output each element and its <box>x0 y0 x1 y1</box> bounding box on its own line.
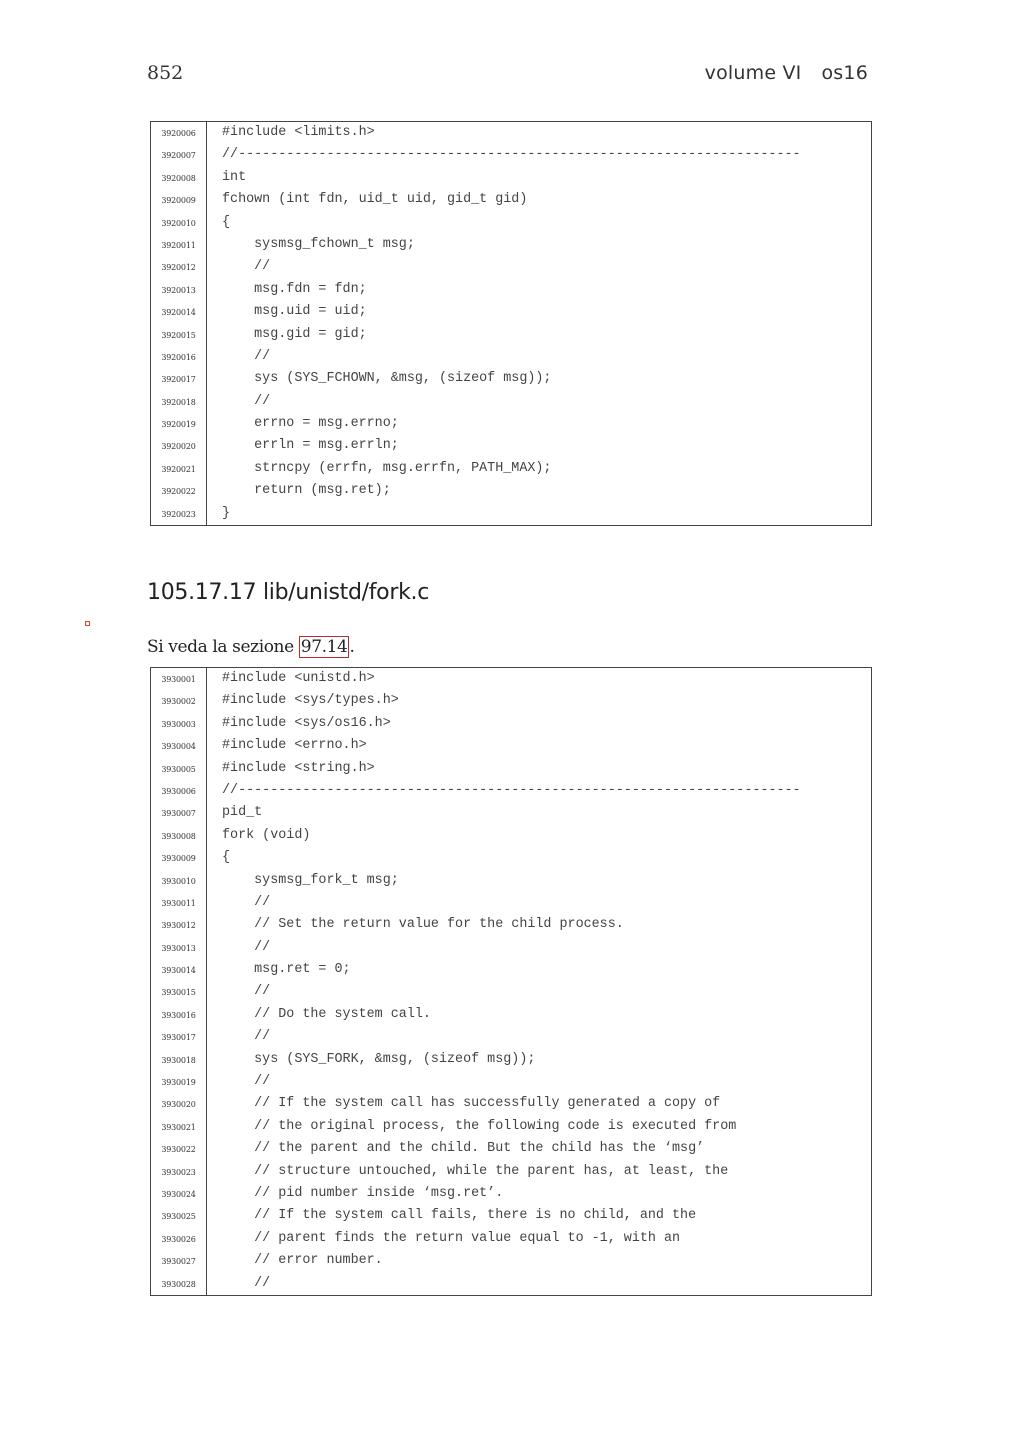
code-text: } <box>222 505 231 521</box>
code-listing-fchown <box>150 121 872 526</box>
code-text: #include <limits.h> <box>222 125 375 140</box>
code-text: msg.ret = 0; <box>222 962 351 978</box>
code-text: // Do the system call. <box>222 1006 431 1022</box>
code-text: #include <string.h> <box>222 760 375 776</box>
code-text: msg.fdn = fdn; <box>222 281 367 297</box>
code-line <box>151 1026 871 1048</box>
code-line <box>151 847 871 869</box>
line-number: 3930004 <box>161 742 196 752</box>
code-text: sys (SYS_FORK, &msg, (sizeof msg)); <box>222 1051 536 1067</box>
line-number: 3930022 <box>161 1145 196 1155</box>
code-line <box>151 1116 871 1138</box>
line-number: 3920018 <box>161 397 196 407</box>
line-number: 3930025 <box>161 1212 196 1222</box>
code-line <box>151 458 871 480</box>
intro-end: . <box>349 637 355 657</box>
code-line <box>151 1161 871 1183</box>
code-text: return (msg.ret); <box>222 483 391 499</box>
line-number: 3930003 <box>161 719 196 729</box>
code-line <box>151 1228 871 1250</box>
code-line <box>151 1049 871 1071</box>
line-number: 3930011 <box>161 898 196 908</box>
code-line <box>151 914 871 936</box>
running-head <box>705 62 868 84</box>
code-line <box>151 1250 871 1272</box>
line-number: 3920008 <box>161 173 196 183</box>
line-number: 3920011 <box>161 240 196 250</box>
code-text: // <box>222 984 271 1000</box>
code-line <box>151 825 871 847</box>
code-text: // structure untouched, while the parent has, at least, the <box>222 1163 729 1179</box>
code-text: // error number. <box>222 1253 383 1269</box>
code-text: sysmsg_fork_t msg; <box>222 872 399 888</box>
code-line <box>151 279 871 301</box>
code-text: { <box>222 214 231 230</box>
line-number: 3930019 <box>161 1078 196 1088</box>
code-line <box>151 234 871 256</box>
code-text: errno = msg.errno; <box>222 416 399 432</box>
code-text: // <box>222 393 271 409</box>
code-line <box>151 144 871 166</box>
line-number: 3930009 <box>161 854 196 864</box>
code-line <box>151 480 871 502</box>
code-text: pid_t <box>222 805 263 821</box>
code-text: #include <sys/os16.h> <box>222 715 391 731</box>
line-number: 3920010 <box>161 218 196 228</box>
line-number: 3920007 <box>161 151 196 161</box>
code-line <box>151 1093 871 1115</box>
line-number: 3930002 <box>161 697 196 707</box>
code-line <box>151 780 871 802</box>
code-line <box>151 802 871 824</box>
code-line <box>151 503 871 525</box>
line-number: 3930028 <box>161 1279 196 1289</box>
line-number: 3920016 <box>161 352 196 362</box>
line-number: 3930015 <box>161 988 196 998</box>
code-text: #include <errno.h> <box>222 738 367 754</box>
code-text: sys (SYS_FCHOWN, &msg, (sizeof msg)); <box>222 371 552 387</box>
code-line <box>151 758 871 780</box>
code-line <box>151 1205 871 1227</box>
line-number: 3930020 <box>161 1100 196 1110</box>
code-line <box>151 1071 871 1093</box>
page-number: 852 <box>147 62 184 84</box>
line-number: 3930008 <box>161 831 196 841</box>
code-line <box>151 892 871 914</box>
code-text: // the original process, the following code is executed from <box>222 1118 737 1134</box>
line-number: 3920014 <box>161 308 196 318</box>
line-number: 3920017 <box>161 375 196 385</box>
code-text: sysmsg_fchown_t msg; <box>222 236 415 252</box>
line-number: 3930005 <box>161 764 196 774</box>
code-line <box>151 212 871 234</box>
code-line <box>151 735 871 757</box>
line-number: 3930026 <box>161 1234 196 1244</box>
code-text: //---------------------------------------------------------------------- <box>222 147 801 163</box>
line-number: 3930006 <box>161 786 196 796</box>
line-number: 3930007 <box>161 809 196 819</box>
code-line <box>151 870 871 892</box>
code-text: // <box>222 1275 271 1291</box>
code-line <box>151 256 871 278</box>
intro-text: Si veda la sezione <box>147 637 299 657</box>
line-number: 3930018 <box>161 1055 196 1065</box>
code-line <box>151 1183 871 1205</box>
code-line <box>151 122 871 144</box>
code-line <box>151 346 871 368</box>
code-line <box>151 368 871 390</box>
line-number: 3930027 <box>161 1257 196 1267</box>
code-line <box>151 713 871 735</box>
line-number: 3930024 <box>161 1189 196 1199</box>
code-text: // the parent and the child. But the child has the ‘msg’ <box>222 1141 705 1157</box>
volume-label: volume VI <box>704 62 802 84</box>
line-number: 3920006 <box>161 129 196 138</box>
line-number: 3920022 <box>161 487 196 497</box>
code-line <box>151 391 871 413</box>
book-title: os16 <box>821 62 868 84</box>
code-text: // pid number inside ‘msg.ret’. <box>222 1185 504 1201</box>
line-number: 3930016 <box>161 1010 196 1020</box>
code-text: errln = msg.errln; <box>222 438 399 454</box>
code-line <box>151 937 871 959</box>
code-text: fork (void) <box>222 827 311 843</box>
code-text: // <box>222 1074 271 1090</box>
code-line <box>151 413 871 435</box>
code-text: // Set the return value for the child process. <box>222 917 624 933</box>
code-listing-fork <box>150 667 872 1296</box>
code-line <box>151 959 871 981</box>
code-text: strncpy (errfn, msg.errfn, PATH_MAX); <box>222 460 552 476</box>
line-number: 3920015 <box>161 330 196 340</box>
code-line <box>151 324 871 346</box>
code-text: fchown (int fdn, uid_t uid, gid_t gid) <box>222 192 528 208</box>
code-text: // If the system call has successfully generated a copy of <box>222 1096 721 1112</box>
code-line <box>151 435 871 457</box>
line-number: 3920023 <box>161 509 196 519</box>
line-number: 3920009 <box>161 196 196 206</box>
code-text: // If the system call fails, there is no child, and the <box>222 1208 697 1224</box>
line-number: 3930021 <box>161 1122 196 1132</box>
code-text: int <box>222 169 247 185</box>
code-line <box>151 301 871 323</box>
code-line <box>151 167 871 189</box>
code-text: // <box>222 348 271 364</box>
line-number: 3930010 <box>161 876 196 886</box>
code-text: //---------------------------------------------------------------------- <box>222 782 801 798</box>
code-text: // <box>222 939 271 955</box>
line-number: 3920021 <box>161 464 196 474</box>
line-number: 3920020 <box>161 442 196 452</box>
line-number: 3920013 <box>161 285 196 295</box>
intro-paragraph <box>147 637 354 657</box>
code-text: msg.gid = gid; <box>222 326 367 342</box>
code-line <box>151 1138 871 1160</box>
line-number: 3930023 <box>161 1167 196 1177</box>
code-line <box>151 981 871 1003</box>
line-number: 3930012 <box>161 921 196 931</box>
line-number: 3920019 <box>161 420 196 430</box>
code-text: // parent finds the return value equal to -1, with an <box>222 1230 681 1246</box>
code-text: #include <sys/types.h> <box>222 693 399 709</box>
code-text: msg.uid = uid; <box>222 304 367 320</box>
code-line <box>151 189 871 211</box>
code-line <box>151 690 871 712</box>
code-text: #include <unistd.h> <box>222 671 375 686</box>
margin-marker-icon <box>85 621 90 626</box>
code-text: // <box>222 259 271 275</box>
code-line <box>151 1273 871 1295</box>
section-reference-link[interactable]: 97.14 <box>300 637 348 657</box>
line-number: 3920012 <box>161 263 196 273</box>
section-heading: 105.17.17 lib/unistd/fork.c <box>147 580 430 605</box>
line-number: 3930001 <box>161 675 196 684</box>
code-line <box>151 668 871 690</box>
line-number: 3930014 <box>161 966 196 976</box>
code-text: // <box>222 894 271 910</box>
code-text: // <box>222 1029 271 1045</box>
code-text: { <box>222 850 231 866</box>
code-line <box>151 1004 871 1026</box>
line-number: 3930013 <box>161 943 196 953</box>
line-number: 3930017 <box>161 1033 196 1043</box>
